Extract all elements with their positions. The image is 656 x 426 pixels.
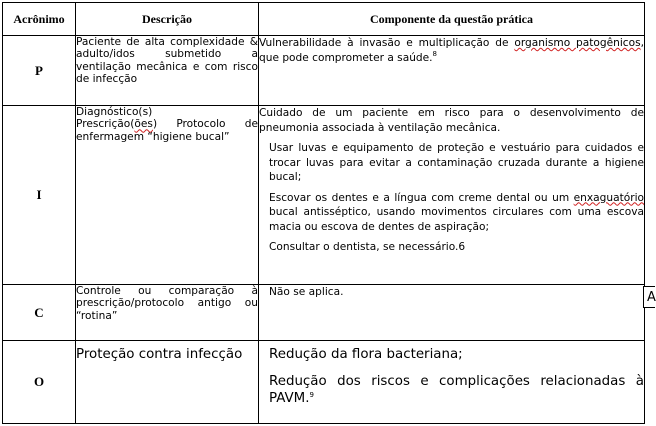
component-cell	[259, 341, 645, 424]
table-row-p	[3, 36, 645, 106]
component-paragraph: Redução dos riscos e complicações relacionadas à PAVM.$^9$	[269, 374, 644, 406]
acronym-cell: O	[3, 341, 76, 424]
pico-table	[2, 2, 645, 424]
component-paragraph: Cuidado de um paciente em risco para o desenvolvimento de pneumonia associada à ventilação mecânica.	[259, 107, 644, 134]
cut-off-element: A	[643, 286, 655, 308]
table-row-c	[3, 285, 645, 341]
header-component: Componente da questão prática	[259, 3, 645, 36]
spellcheck-underlined-text: organismo patogênicos	[514, 37, 641, 49]
acronym-cell: I	[3, 106, 76, 285]
component-paragraph: Usar luvas e equipamento de proteção e vestuário para cuidados e trocar luvas para evitar a contaminação cruzada durante a higiene bucal;	[269, 142, 644, 183]
header-acronym: Acrônimo	[3, 3, 76, 36]
component-paragraph: Não se aplica.	[269, 286, 344, 298]
spellcheck-underlined-text: ões	[134, 118, 153, 131]
table-header-row	[3, 3, 645, 36]
description-cell: Diagnóstico(s) Prescrição(ões) Protocolo de enfermagem “higiene bucal”	[76, 106, 259, 285]
component-paragraph: Consultar o dentista, se necessário.6	[269, 241, 466, 253]
description-cell: Controle ou comparação à prescrição/protocolo antigo ou “rotina”	[76, 285, 259, 341]
reference-number: 8	[432, 49, 437, 58]
component-paragraph: Redução da flora bacteriana;	[269, 347, 463, 362]
component-cell	[259, 106, 645, 285]
acronym-cell: P	[3, 36, 76, 106]
acronym-cell: C	[3, 285, 76, 341]
component-cell: Vulnerabilidade à invasão e multiplicação de organismo patogênicos, que pode comprometer a saúde.$^8$	[259, 36, 645, 106]
description-cell: Paciente de alta complexidade & adulto/idos submetido a ventilação mecânica e com risco de infecção	[76, 36, 259, 106]
table-row-i	[3, 106, 645, 285]
description-cell: Proteção contra infecção	[76, 341, 259, 424]
spellcheck-underlined-text: enxaguatório	[573, 191, 644, 204]
table-row-o	[3, 341, 645, 424]
header-description: Descrição	[76, 3, 259, 36]
component-cell	[259, 285, 645, 341]
reference-number: 9	[309, 391, 314, 399]
component-paragraph: Escovar os dentes e a língua com creme dental ou um enxaguatório bucal antisséptico, usando movimentos circulares com uma escova macia ou escova de dentes de aspiração;	[269, 191, 644, 233]
